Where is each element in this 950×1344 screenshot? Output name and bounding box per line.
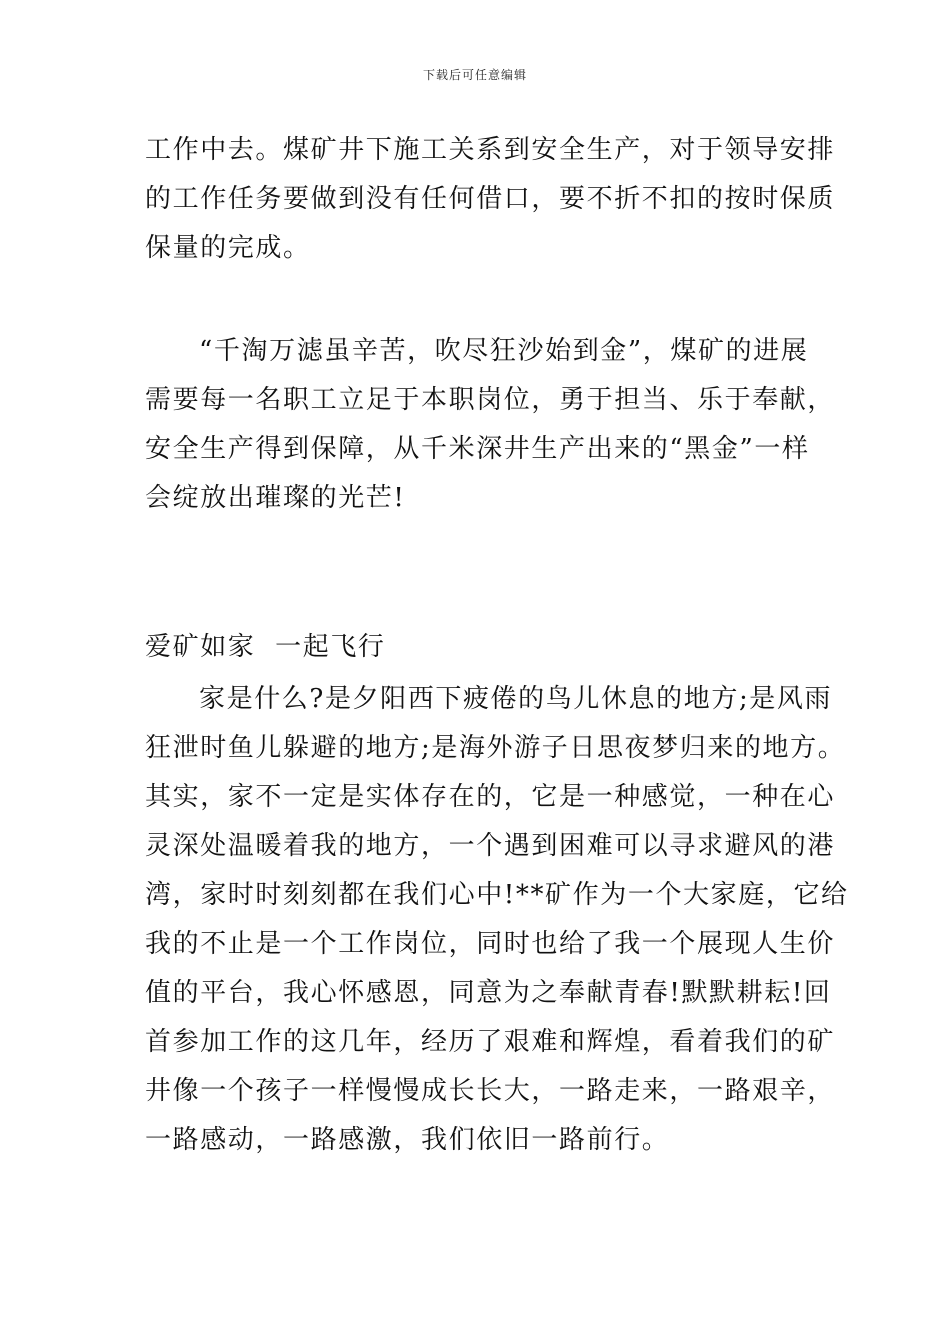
paragraph-3-line-7: 值的平台，我心怀感恩，同意为之奉献青春!默默耕耘!回	[145, 978, 832, 1008]
paragraph-3-line-9: 井像一个孩子一样慢慢成长长大，一路走来，一路艰辛，	[145, 1076, 836, 1106]
paragraph-2-line-4: 会绽放出璀璨的光芒!	[145, 483, 406, 513]
paragraph-2-line-2: 需要每一名职工立足于本职岗位，勇于担当、乐于奉献，	[145, 385, 836, 415]
paragraph-1-line-1: 工作中去。煤矿井下施工关系到安全生产，对于领导安排	[145, 135, 836, 165]
paragraph-3-line-10: 一路感动，一路感激，我们依旧一路前行。	[145, 1125, 670, 1155]
header-note: 下载后可任意编辑	[422, 68, 527, 82]
paragraph-2-line-3: 安全生产得到保障，从千米深井生产出来的“黑金”一样	[145, 434, 810, 464]
paragraph-3-line-2: 狂泄时鱼儿躲避的地方;是海外游子日思夜梦归来的地方。	[145, 733, 846, 763]
paragraph-3-line-5: 湾，家时时刻刻都在我们心中!**矿作为一个大家庭，它给	[145, 880, 849, 910]
paragraph-2-line-1: “千淘万滤虽辛苦，吹尽狂沙始到金”，煤矿的进展	[199, 336, 809, 366]
paragraph-1-line-3: 保量的完成。	[145, 233, 311, 263]
paragraph-3-line-1: 家是什么?是夕阳西下疲倦的鸟儿休息的地方;是风雨	[199, 684, 833, 714]
paragraph-1-line-2: 的工作任务要做到没有任何借口，要不折不扣的按时保质	[145, 184, 836, 214]
section-title: 爱矿如家 一起飞行	[145, 632, 386, 662]
paragraph-3-line-4: 灵深处温暖着我的地方，一个遇到困难可以寻求避风的港	[145, 831, 836, 861]
paragraph-3-line-6: 我的不止是一个工作岗位，同时也给了我一个展现人生价	[145, 929, 836, 959]
paragraph-3-line-3: 其实，家不一定是实体存在的，它是一种感觉，一种在心	[145, 782, 836, 812]
paragraph-3-line-8: 首参加工作的这几年，经历了艰难和辉煌，看着我们的矿	[145, 1027, 836, 1057]
